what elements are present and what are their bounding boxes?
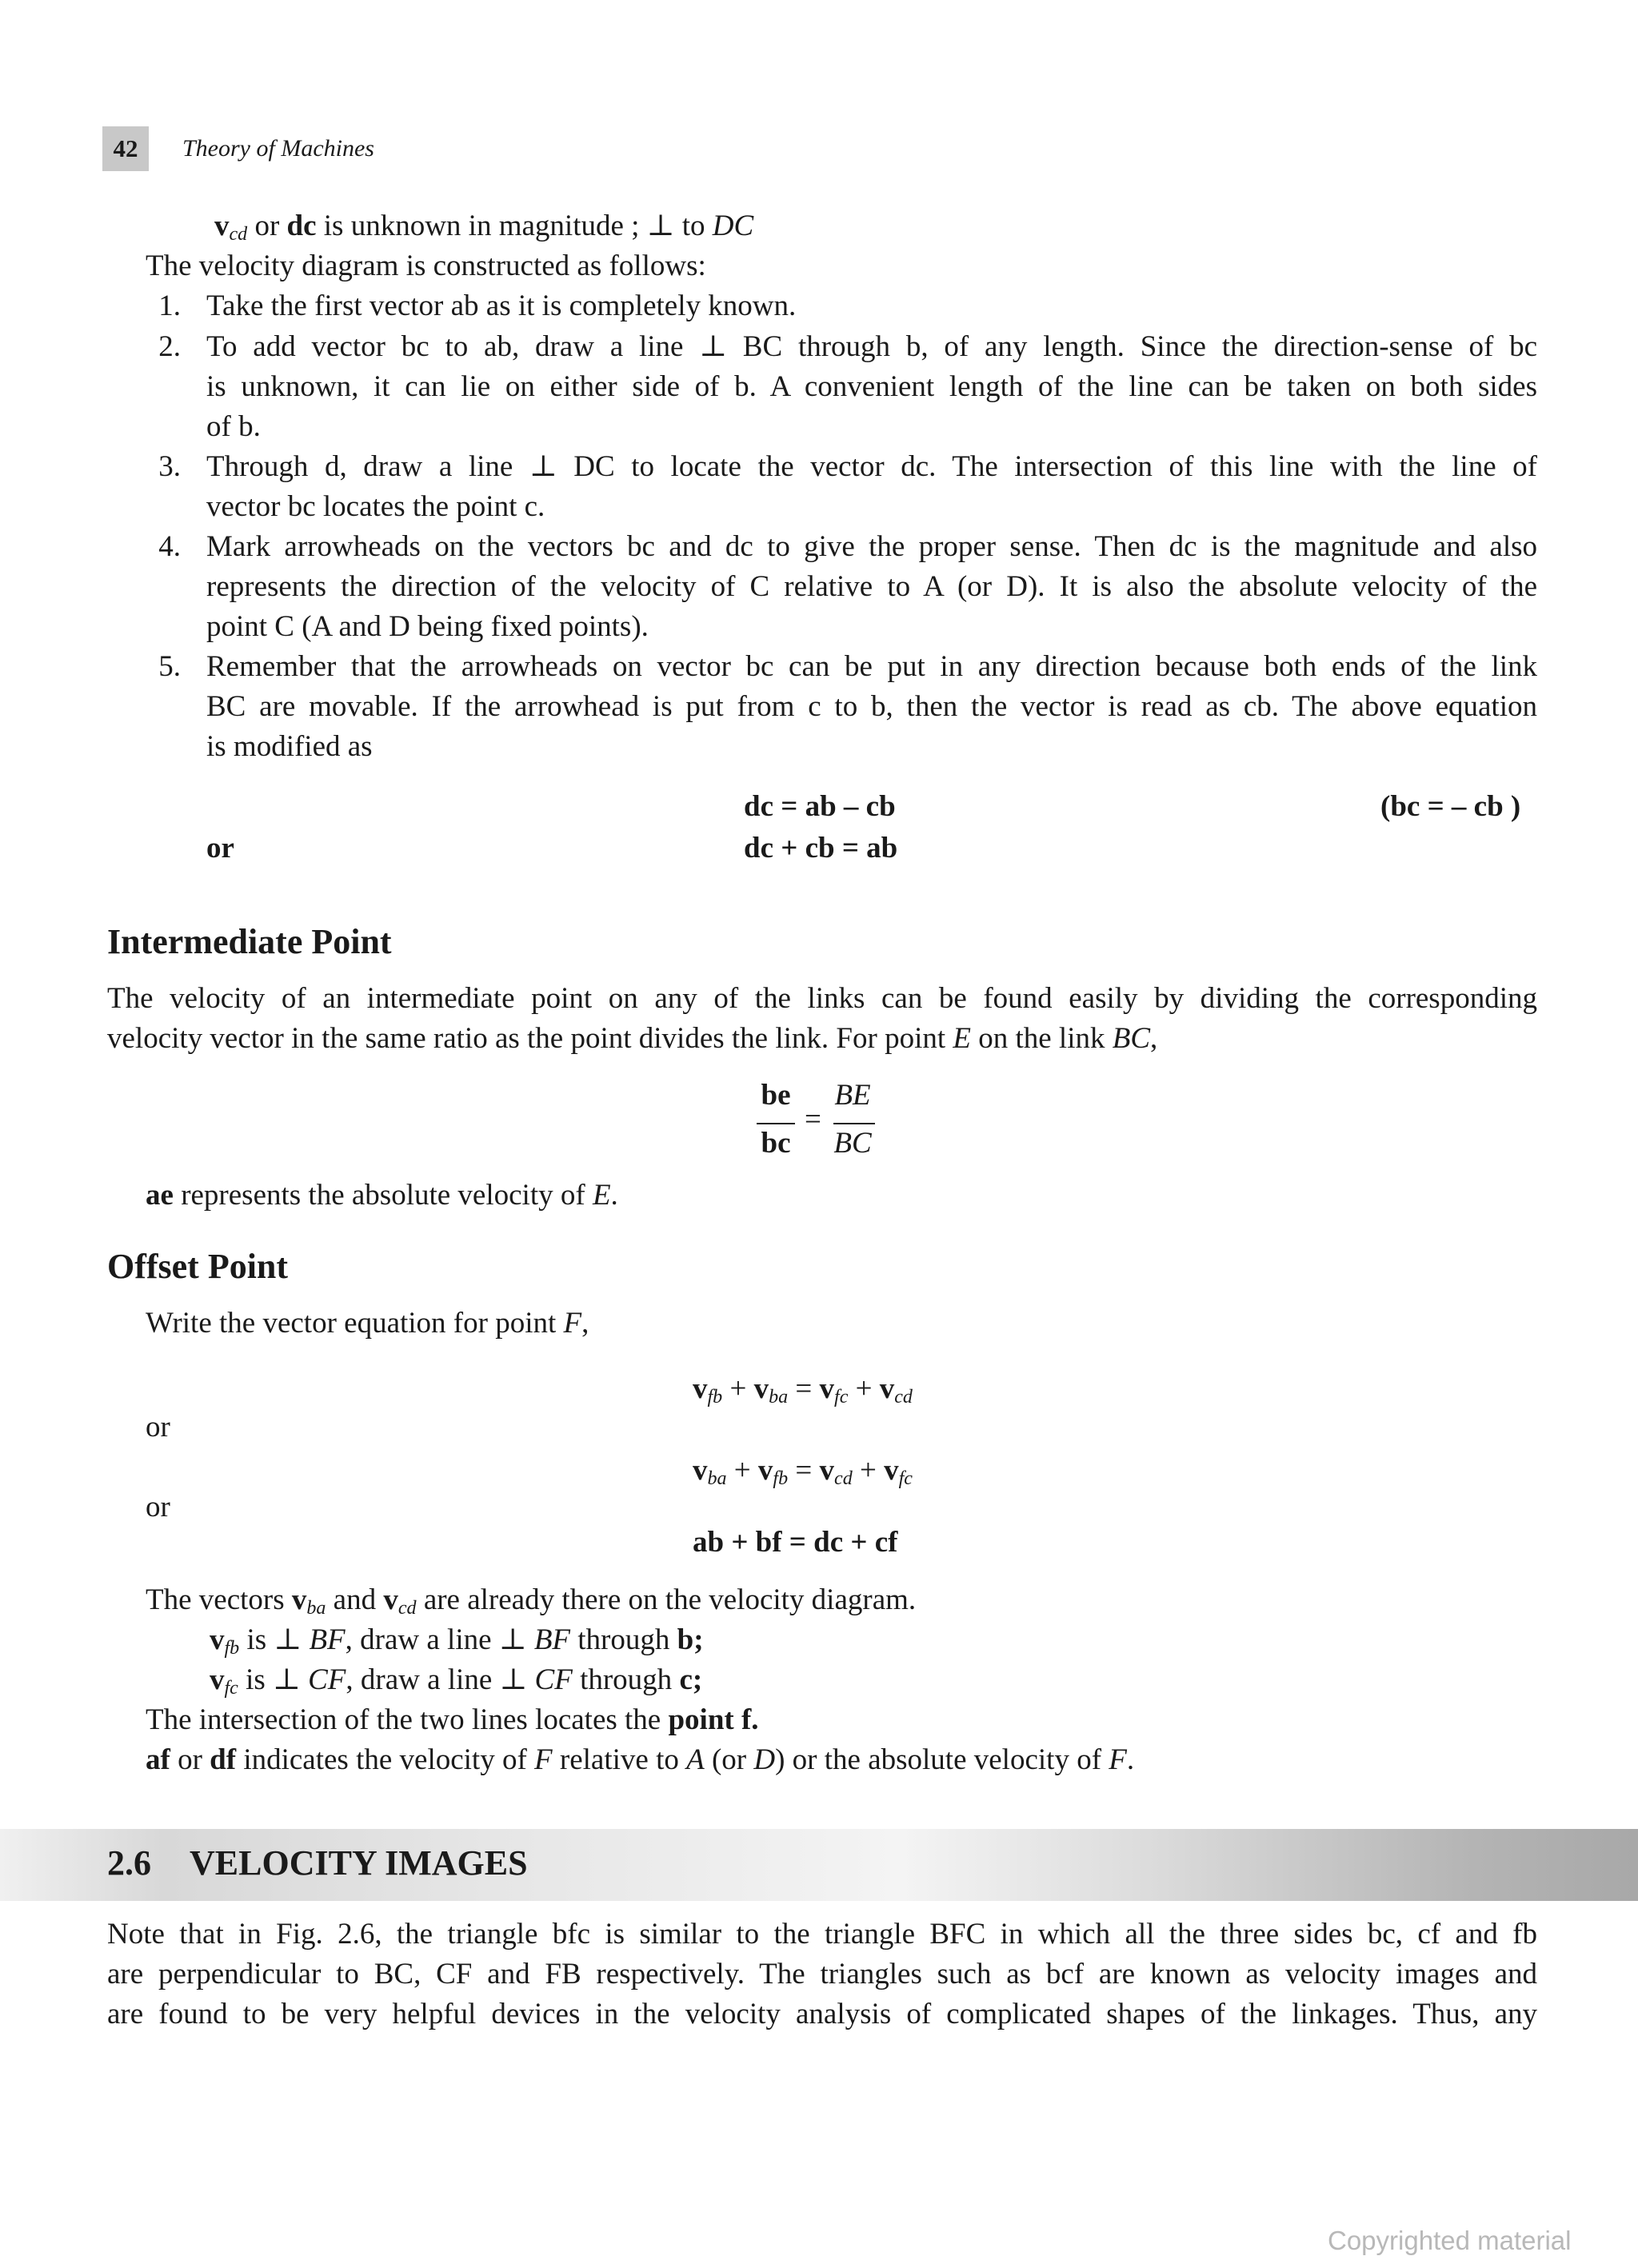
vfb-line [210, 1620, 704, 1660]
fraction-numerator: BE [834, 1079, 871, 1112]
step-line: represents the direction of the velocity of C relative to A (or D). It is also the absolute velocity of the [206, 570, 1537, 603]
text-run: is unknown in magnitude ; ⊥ to [316, 210, 713, 242]
step-number: 5. [158, 650, 181, 683]
paragraph-line: Note that in Fig. 2.6, the triangle bfc is similar to the triangle BFC in which all the three sides bc, cf and fb [107, 1918, 1537, 1951]
step-line: is modified as [206, 730, 373, 763]
af-line [146, 1740, 1134, 1780]
text-run: , draw a line ⊥ [346, 1663, 535, 1696]
vector-symbol: v [383, 1583, 398, 1616]
text-run: on the link [970, 1022, 1113, 1055]
equals-sign: = [805, 1103, 821, 1136]
heading-intermediate-point: Intermediate Point [107, 922, 392, 961]
constructed-line: The velocity diagram is constructed as follows: [146, 250, 706, 282]
text-run: or [170, 1743, 210, 1776]
vector-symbol: v [884, 1454, 899, 1487]
text-run: + [722, 1372, 754, 1405]
text-run: , [581, 1307, 589, 1340]
intersection-line [146, 1700, 759, 1740]
text-run: af [146, 1743, 170, 1776]
equation: dc + cb = ab [744, 832, 898, 864]
text-run: through [570, 1623, 677, 1656]
heading-offset-point: Offset Point [107, 1247, 289, 1286]
text-run: BC [1112, 1022, 1151, 1055]
vector-subscript: ba [769, 1387, 789, 1408]
text-run: b; [677, 1623, 704, 1656]
text-run: E [953, 1022, 971, 1055]
vector-symbol: v [753, 1372, 769, 1405]
vector-subscript: cd [229, 224, 248, 245]
text-run: velocity vector in the same ratio as the point divides the link. For point [107, 1022, 953, 1055]
vector-subscript: cd [894, 1387, 913, 1408]
write-line [146, 1304, 589, 1344]
step-line: Mark arrowheads on the vectors bc and dc to give the proper sense. Then dc is the magnitude and also [206, 530, 1537, 563]
vector-subscript: cd [398, 1598, 417, 1619]
running-title: Theory of Machines [182, 135, 374, 162]
text-run: is ⊥ [239, 1623, 310, 1656]
text-run: + [848, 1372, 880, 1405]
text-run: DC [712, 210, 754, 242]
text-run: F [563, 1307, 582, 1340]
text-run: + [726, 1454, 758, 1487]
fraction-numerator: be [761, 1079, 791, 1112]
vector-subscript: fb [224, 1638, 240, 1659]
text-run: . [1126, 1743, 1135, 1776]
equation: dc = ab – cb [744, 790, 896, 823]
step-line: Through d, draw a line ⊥ DC to locate the vector dc. The intersection of this line with the line of [206, 450, 1537, 483]
or-label: or [146, 1491, 170, 1523]
ae-line [146, 1176, 618, 1216]
vector-symbol: v [819, 1454, 835, 1487]
text-run: are already there on the velocity diagram. [416, 1583, 917, 1616]
step-number: 2. [158, 330, 181, 363]
text-run: F [1109, 1743, 1127, 1776]
step-line: point C (A and D being fixed points). [206, 610, 649, 643]
vector-equation-c: ab + bf = dc + cf [693, 1526, 898, 1559]
vector-symbol: v [757, 1454, 773, 1487]
step-line: vector bc locates the point c. [206, 490, 545, 523]
text-run: CF [308, 1663, 346, 1696]
equation-note: (bc = – cb ) [1380, 790, 1521, 823]
fraction-bar [833, 1123, 875, 1124]
section-number: 2.6 [107, 1843, 151, 1883]
fraction-denominator: bc [761, 1127, 791, 1160]
text-run: is ⊥ [238, 1663, 309, 1696]
text-run: (or [704, 1743, 754, 1776]
text-run: F [534, 1743, 553, 1776]
text-run: point f. [668, 1703, 759, 1736]
vector-symbol: v [879, 1372, 895, 1405]
vfc-line [210, 1660, 702, 1700]
step-line: To add vector bc to ab, draw a line ⊥ BC through b, of any length. Since the direction-sense of bc [206, 330, 1537, 363]
vector-subscript: fb [773, 1468, 789, 1489]
vector-symbol: v [693, 1454, 708, 1487]
text-run: df [210, 1743, 237, 1776]
fraction-denominator: BC [833, 1127, 872, 1160]
paragraph-line: are found to be very helpful devices in the velocity analysis of complicated shapes of the linkages. Thus, any [107, 1998, 1537, 2030]
text-run: represents the absolute velocity of [173, 1179, 593, 1212]
vector-symbol: v [693, 1372, 708, 1405]
text-run: ae [146, 1179, 174, 1212]
text-run: and [326, 1583, 384, 1616]
text-run: The intersection of the two lines locates the [146, 1703, 669, 1736]
vector-symbol: v [214, 210, 230, 242]
text-run: = [788, 1454, 820, 1487]
paragraph-line: The velocity of an intermediate point on any of the links can be found easily by dividing the corresponding [107, 982, 1537, 1015]
vcd-line [214, 206, 753, 246]
step-line: BC are movable. If the arrowhead is put from c to b, then the vector is read as cb. The above equation [206, 690, 1537, 723]
vector-symbol: v [210, 1663, 225, 1696]
paragraph-line: are perpendicular to BC, CF and FB respectively. The triangles such as bcf are known as velocity images and [107, 1958, 1537, 1990]
text-run: CF [534, 1663, 573, 1696]
text-run: indicates the velocity of [236, 1743, 535, 1776]
vector-subscript: cd [834, 1468, 853, 1489]
text-run: c; [679, 1663, 703, 1696]
paragraph-line [107, 1019, 1157, 1059]
ratio-equation [752, 1078, 896, 1174]
text-run: D [753, 1743, 776, 1776]
text-run: , draw a line ⊥ [345, 1623, 534, 1656]
step-number: 4. [158, 530, 181, 563]
text-run: Write the vector equation for point [146, 1307, 564, 1340]
page-number: 42 [102, 126, 149, 171]
vector-symbol: v [291, 1583, 307, 1616]
vector-symbol: v [819, 1372, 835, 1405]
step-line: Take the first vector ab as it is completely known. [206, 289, 797, 322]
section-title: VELOCITY IMAGES [190, 1843, 528, 1883]
text-run: E [592, 1179, 611, 1212]
vector-subscript: fc [898, 1468, 913, 1489]
or-label: or [146, 1411, 170, 1443]
text-run: ) or the absolute velocity of [775, 1743, 1109, 1776]
text-run: , [1150, 1022, 1158, 1055]
vector-subscript: fc [224, 1678, 238, 1699]
or-label: or [206, 832, 234, 864]
text-run: through [572, 1663, 680, 1696]
vector-symbol: v [210, 1623, 225, 1656]
text-run: The vectors [146, 1583, 292, 1616]
fraction-bar [757, 1123, 795, 1124]
text-run: or [247, 210, 287, 242]
text-run: A [686, 1743, 705, 1776]
text-run: = [788, 1372, 820, 1405]
vector-subscript: ba [707, 1468, 727, 1489]
page-header [102, 126, 374, 171]
vector-subscript: fc [834, 1387, 849, 1408]
vector-subscript: ba [306, 1598, 326, 1619]
step-line: is unknown, it can lie on either side of b. A convenient length of the line can be taken on both sides [206, 370, 1537, 403]
step-line: of b. [206, 410, 261, 443]
step-number: 1. [158, 289, 181, 322]
text-run: relative to [552, 1743, 687, 1776]
section-heading [107, 1839, 528, 1887]
text-run: . [610, 1179, 618, 1212]
copyright-watermark: Copyrighted material [1328, 2226, 1572, 2255]
step-number: 3. [158, 450, 181, 483]
vector-equation-a [693, 1369, 913, 1409]
text-run: BF [309, 1623, 346, 1656]
step-line: Remember that the arrowheads on vector bc can be put in any direction because both ends of the link [206, 650, 1537, 683]
text-run: BF [533, 1623, 571, 1656]
vector-equation-b [693, 1451, 913, 1491]
vector-subscript: fb [707, 1387, 723, 1408]
text-run: dc [286, 210, 317, 242]
vectors-line [146, 1580, 916, 1620]
text-run: + [852, 1454, 885, 1487]
